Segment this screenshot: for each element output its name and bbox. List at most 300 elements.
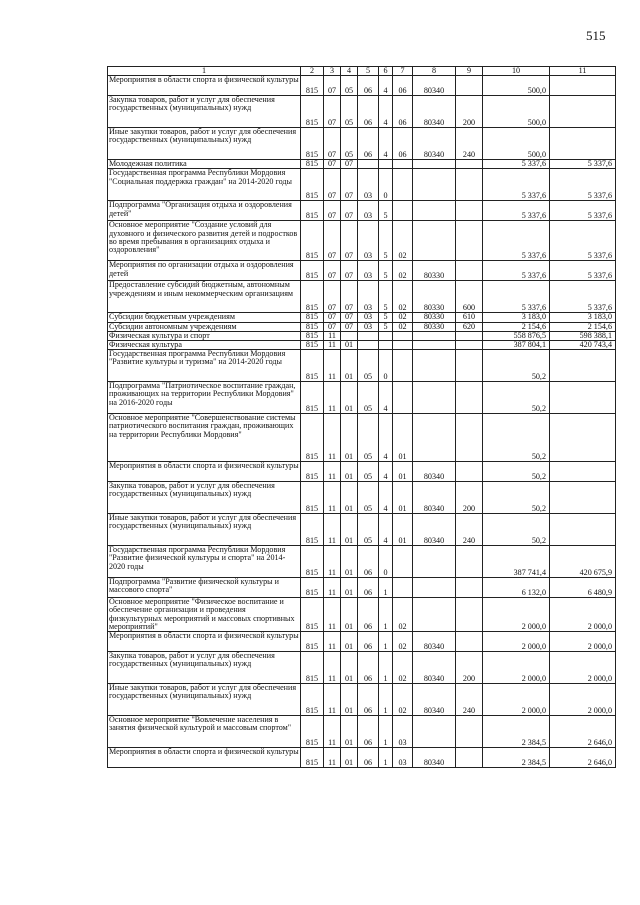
code-cell: 07 <box>324 322 341 331</box>
amount-cell: 2 000,0 <box>550 652 616 684</box>
code-cell <box>413 350 456 382</box>
code-cell: 11 <box>324 350 341 382</box>
code-cell: 815 <box>301 748 324 768</box>
code-cell: 06 <box>358 96 379 128</box>
code-cell: 4 <box>379 462 393 482</box>
code-cell: 80340 <box>413 632 456 652</box>
amount-cell: 5 337,6 <box>483 201 550 221</box>
table-row <box>108 201 616 221</box>
code-cell: 0 <box>379 546 393 578</box>
amount-cell: 2 154,6 <box>483 322 550 331</box>
code-cell: 07 <box>324 160 341 169</box>
table-row <box>108 322 616 331</box>
table-row <box>108 261 616 281</box>
code-cell <box>456 598 483 632</box>
code-cell: 07 <box>341 322 358 331</box>
code-cell: 07 <box>324 261 341 281</box>
code-cell: 1 <box>379 632 393 652</box>
amount-cell <box>550 96 616 128</box>
table-row <box>108 382 616 414</box>
code-cell: 80340 <box>413 462 456 482</box>
code-cell <box>413 598 456 632</box>
code-cell <box>413 716 456 748</box>
code-cell: 01 <box>341 716 358 748</box>
header-cell: 3 <box>324 67 341 76</box>
code-cell: 11 <box>324 341 341 350</box>
code-cell: 02 <box>393 313 413 322</box>
code-cell <box>393 382 413 414</box>
code-cell: 815 <box>301 96 324 128</box>
code-cell: 5 <box>379 201 393 221</box>
code-cell <box>341 331 358 340</box>
code-cell: 06 <box>393 96 413 128</box>
code-cell: 01 <box>341 462 358 482</box>
code-cell <box>393 331 413 340</box>
code-cell: 07 <box>324 96 341 128</box>
code-cell: 815 <box>301 578 324 598</box>
code-cell: 1 <box>379 652 393 684</box>
code-cell: 4 <box>379 514 393 546</box>
code-cell: 600 <box>456 281 483 313</box>
code-cell: 07 <box>324 169 341 201</box>
code-cell <box>456 546 483 578</box>
code-cell: 815 <box>301 341 324 350</box>
amount-cell: 2 384,5 <box>483 716 550 748</box>
code-cell: 200 <box>456 482 483 514</box>
amount-cell: 558 876,5 <box>483 331 550 340</box>
code-cell: 11 <box>324 578 341 598</box>
code-cell: 11 <box>324 652 341 684</box>
code-cell: 815 <box>301 652 324 684</box>
amount-cell: 500,0 <box>483 128 550 160</box>
code-cell: 4 <box>379 96 393 128</box>
code-cell: 4 <box>379 414 393 462</box>
code-cell: 06 <box>358 128 379 160</box>
code-cell <box>413 341 456 350</box>
code-cell <box>456 414 483 462</box>
code-cell <box>413 160 456 169</box>
code-cell <box>456 261 483 281</box>
row-name-cell: Мероприятия в области спорта и физической культуры <box>108 748 301 768</box>
code-cell: 815 <box>301 331 324 340</box>
code-cell: 01 <box>341 414 358 462</box>
code-cell: 03 <box>358 313 379 322</box>
code-cell: 80330 <box>413 322 456 331</box>
amount-cell: 420 675,9 <box>550 546 616 578</box>
code-cell <box>456 382 483 414</box>
row-name-cell: Мероприятия в области спорта и физической культуры <box>108 462 301 482</box>
code-cell: 07 <box>341 160 358 169</box>
code-cell <box>393 160 413 169</box>
amount-cell: 2 646,0 <box>550 748 616 768</box>
code-cell: 5 <box>379 221 393 261</box>
code-cell: 05 <box>358 482 379 514</box>
table-row <box>108 76 616 96</box>
code-cell: 5 <box>379 313 393 322</box>
code-cell: 02 <box>393 221 413 261</box>
code-cell: 0 <box>379 350 393 382</box>
code-cell: 03 <box>358 221 379 261</box>
code-cell <box>456 748 483 768</box>
code-cell: 80340 <box>413 748 456 768</box>
code-cell: 815 <box>301 201 324 221</box>
code-cell <box>456 160 483 169</box>
row-name-cell: Основное мероприятие "Совершенствование системы патриотического воспитания граждан, проживающих на территории Республики Мордовия" <box>108 414 301 462</box>
code-cell: 80330 <box>413 281 456 313</box>
code-cell: 02 <box>393 684 413 716</box>
header-cell: 5 <box>358 67 379 76</box>
code-cell: 06 <box>358 598 379 632</box>
amount-cell: 2 000,0 <box>550 598 616 632</box>
row-name-cell: Основное мероприятие "Вовлечение населения в занятия физической культурой и массовым спортом" <box>108 716 301 748</box>
code-cell: 11 <box>324 632 341 652</box>
amount-cell: 5 337,6 <box>550 169 616 201</box>
code-cell: 07 <box>341 281 358 313</box>
code-cell: 80330 <box>413 261 456 281</box>
code-cell <box>393 169 413 201</box>
code-cell: 01 <box>341 514 358 546</box>
amount-cell: 50,2 <box>483 350 550 382</box>
header-cell: 7 <box>393 67 413 76</box>
row-name-cell: Подпрограмма "Патриотическое воспитание граждан, проживающих на территории Республики Мордовия" на 2016-2020 годы <box>108 382 301 414</box>
code-cell: 06 <box>358 684 379 716</box>
row-name-cell: Государственная программа Республики Мордовия "Развитие физической культуры и спорта" на 2014-2020 годы <box>108 546 301 578</box>
code-cell: 07 <box>341 261 358 281</box>
code-cell <box>393 341 413 350</box>
table-row <box>108 546 616 578</box>
row-name-cell: Физическая культура <box>108 341 301 350</box>
code-cell <box>456 169 483 201</box>
amount-cell: 420 743,4 <box>550 341 616 350</box>
code-cell: 07 <box>341 201 358 221</box>
row-name-cell: Иные закупки товаров, работ и услуг для обеспечения государственных (муниципальных) нужд <box>108 514 301 546</box>
code-cell: 815 <box>301 313 324 322</box>
code-cell: 240 <box>456 514 483 546</box>
code-cell: 815 <box>301 632 324 652</box>
amount-cell: 6 480,9 <box>550 578 616 598</box>
code-cell: 815 <box>301 546 324 578</box>
code-cell: 06 <box>358 546 379 578</box>
amount-cell: 5 337,6 <box>550 261 616 281</box>
code-cell: 80330 <box>413 313 456 322</box>
header-cell: 6 <box>379 67 393 76</box>
code-cell <box>393 578 413 598</box>
code-cell: 02 <box>393 632 413 652</box>
table-row <box>108 313 616 322</box>
header-cell: 2 <box>301 67 324 76</box>
code-cell <box>456 221 483 261</box>
code-cell: 05 <box>358 462 379 482</box>
code-cell: 06 <box>358 578 379 598</box>
code-cell: 240 <box>456 128 483 160</box>
code-cell <box>379 160 393 169</box>
row-name-cell: Подпрограмма "Развитие физической культуры и массового спорта" <box>108 578 301 598</box>
amount-cell: 598 388,1 <box>550 331 616 340</box>
code-cell <box>413 201 456 221</box>
code-cell: 01 <box>341 482 358 514</box>
table-row <box>108 331 616 340</box>
code-cell: 03 <box>358 261 379 281</box>
amount-cell <box>550 414 616 462</box>
header-cell: 1 <box>108 67 301 76</box>
code-cell: 06 <box>393 76 413 96</box>
code-cell: 11 <box>324 414 341 462</box>
amount-cell: 5 337,6 <box>483 160 550 169</box>
code-cell: 1 <box>379 748 393 768</box>
amount-cell: 387 804,1 <box>483 341 550 350</box>
row-name-cell: Мероприятия в области спорта и физической культуры <box>108 76 301 96</box>
code-cell <box>393 350 413 382</box>
code-cell: 01 <box>341 341 358 350</box>
amount-cell: 50,2 <box>483 414 550 462</box>
amount-cell <box>550 482 616 514</box>
row-name-cell: Основное мероприятие "Создание условий для духовного и физического развития детей и подростков во время пребывания в организациях отдыха и оздоровления" <box>108 221 301 261</box>
code-cell: 815 <box>301 598 324 632</box>
code-cell <box>413 382 456 414</box>
table-row <box>108 160 616 169</box>
code-cell <box>413 221 456 261</box>
code-cell: 80340 <box>413 652 456 684</box>
code-cell: 240 <box>456 684 483 716</box>
code-cell <box>413 169 456 201</box>
code-cell: 815 <box>301 281 324 313</box>
amount-cell: 3 183,0 <box>550 313 616 322</box>
table-row <box>108 350 616 382</box>
code-cell: 03 <box>393 748 413 768</box>
amount-cell: 50,2 <box>483 482 550 514</box>
code-cell: 01 <box>341 598 358 632</box>
code-cell: 07 <box>324 221 341 261</box>
code-cell: 815 <box>301 382 324 414</box>
code-cell: 07 <box>341 313 358 322</box>
code-cell: 200 <box>456 652 483 684</box>
code-cell: 80340 <box>413 514 456 546</box>
amount-cell: 50,2 <box>483 382 550 414</box>
amount-cell <box>550 382 616 414</box>
code-cell: 03 <box>358 169 379 201</box>
code-cell: 11 <box>324 482 341 514</box>
code-cell: 0 <box>379 169 393 201</box>
row-name-cell: Субсидии бюджетным учреждениям <box>108 313 301 322</box>
amount-cell: 5 337,6 <box>550 201 616 221</box>
table-row <box>108 598 616 632</box>
page-number: 515 <box>586 28 606 43</box>
code-cell: 05 <box>341 76 358 96</box>
code-cell: 02 <box>393 261 413 281</box>
code-cell: 05 <box>341 128 358 160</box>
amount-cell: 2 000,0 <box>483 684 550 716</box>
code-cell <box>456 76 483 96</box>
table-row <box>108 482 616 514</box>
code-cell: 815 <box>301 414 324 462</box>
code-cell: 01 <box>393 414 413 462</box>
table-row <box>108 684 616 716</box>
code-cell: 01 <box>341 632 358 652</box>
amount-cell: 50,2 <box>483 462 550 482</box>
row-name-cell: Государственная программа Республики Мордовия "Развитие культуры и туризма" на 2014-2020 годы <box>108 350 301 382</box>
amount-cell: 3 183,0 <box>483 313 550 322</box>
code-cell: 815 <box>301 482 324 514</box>
code-cell: 07 <box>324 76 341 96</box>
header-cell: 4 <box>341 67 358 76</box>
code-cell: 11 <box>324 748 341 768</box>
code-cell: 06 <box>358 632 379 652</box>
row-name-cell: Физическая культура и спорт <box>108 331 301 340</box>
code-cell: 07 <box>324 201 341 221</box>
code-cell <box>456 201 483 221</box>
table-header-row <box>108 67 616 76</box>
code-cell: 1 <box>379 598 393 632</box>
code-cell: 07 <box>324 281 341 313</box>
row-name-cell: Основное мероприятие "Физическое воспитание и обеспечение организации и проведения физкультурных мероприятий и массовых спортивных мероприятий" <box>108 598 301 632</box>
code-cell <box>393 546 413 578</box>
row-name-cell: Мероприятия по организации отдыха и оздоровления детей <box>108 261 301 281</box>
amount-cell: 50,2 <box>483 514 550 546</box>
table-row <box>108 414 616 462</box>
code-cell: 01 <box>341 684 358 716</box>
table-row <box>108 578 616 598</box>
amount-cell <box>550 350 616 382</box>
code-cell <box>413 331 456 340</box>
code-cell <box>393 201 413 221</box>
row-name-cell: Закупка товаров, работ и услуг для обеспечения государственных (муниципальных) нужд <box>108 652 301 684</box>
code-cell: 07 <box>324 313 341 322</box>
amount-cell: 5 337,6 <box>483 221 550 261</box>
code-cell: 07 <box>341 221 358 261</box>
code-cell: 01 <box>341 578 358 598</box>
amount-cell: 5 337,6 <box>550 160 616 169</box>
code-cell <box>413 546 456 578</box>
code-cell: 4 <box>379 382 393 414</box>
amount-cell: 2 000,0 <box>483 598 550 632</box>
code-cell: 815 <box>301 322 324 331</box>
code-cell <box>413 414 456 462</box>
table-row <box>108 514 616 546</box>
code-cell: 815 <box>301 462 324 482</box>
code-cell: 815 <box>301 514 324 546</box>
code-cell <box>456 331 483 340</box>
amount-cell: 2 000,0 <box>483 652 550 684</box>
amount-cell: 5 337,6 <box>550 221 616 261</box>
code-cell: 815 <box>301 169 324 201</box>
code-cell <box>456 462 483 482</box>
code-cell: 1 <box>379 578 393 598</box>
code-cell: 01 <box>393 514 413 546</box>
amount-cell: 2 384,5 <box>483 748 550 768</box>
code-cell <box>456 341 483 350</box>
code-cell: 01 <box>341 350 358 382</box>
table-row <box>108 462 616 482</box>
table-row <box>108 128 616 160</box>
table-row <box>108 632 616 652</box>
header-cell: 9 <box>456 67 483 76</box>
code-cell: 5 <box>379 261 393 281</box>
row-name-cell: Мероприятия в области спорта и физической культуры <box>108 632 301 652</box>
code-cell: 815 <box>301 684 324 716</box>
code-cell: 80340 <box>413 482 456 514</box>
code-cell: 06 <box>358 652 379 684</box>
code-cell: 01 <box>341 382 358 414</box>
code-cell: 02 <box>393 281 413 313</box>
code-cell: 11 <box>324 546 341 578</box>
amount-cell <box>550 76 616 96</box>
code-cell: 4 <box>379 482 393 514</box>
code-cell: 80340 <box>413 76 456 96</box>
code-cell: 4 <box>379 76 393 96</box>
amount-cell: 500,0 <box>483 76 550 96</box>
code-cell: 02 <box>393 598 413 632</box>
code-cell: 1 <box>379 684 393 716</box>
code-cell: 05 <box>358 414 379 462</box>
code-cell: 03 <box>358 281 379 313</box>
row-name-cell: Закупка товаров, работ и услуг для обеспечения государственных (муниципальных) нужд <box>108 96 301 128</box>
code-cell: 5 <box>379 322 393 331</box>
row-name-cell: Государственная программа Республики Мордовия "Социальная поддержка граждан" на 2014-2020 годы <box>108 169 301 201</box>
code-cell: 02 <box>393 322 413 331</box>
code-cell: 815 <box>301 221 324 261</box>
amount-cell: 6 132,0 <box>483 578 550 598</box>
table-row <box>108 716 616 748</box>
row-name-cell: Субсидии автономным учреждениям <box>108 322 301 331</box>
table-row <box>108 341 616 350</box>
table-row <box>108 221 616 261</box>
code-cell: 815 <box>301 128 324 160</box>
code-cell: 5 <box>379 281 393 313</box>
code-cell: 1 <box>379 716 393 748</box>
table-row <box>108 96 616 128</box>
code-cell <box>456 350 483 382</box>
code-cell: 11 <box>324 331 341 340</box>
amount-cell: 2 000,0 <box>483 632 550 652</box>
row-name-cell: Предоставление субсидий бюджетным, автономным учреждениям и иным некоммерческим организациям <box>108 281 301 313</box>
code-cell: 80340 <box>413 96 456 128</box>
code-cell: 07 <box>341 169 358 201</box>
code-cell: 80340 <box>413 128 456 160</box>
header-cell: 10 <box>483 67 550 76</box>
table-row <box>108 748 616 768</box>
header-cell: 11 <box>550 67 616 76</box>
amount-cell: 2 000,0 <box>550 632 616 652</box>
code-cell: 11 <box>324 462 341 482</box>
amount-cell: 387 741,4 <box>483 546 550 578</box>
code-cell: 05 <box>358 514 379 546</box>
table-row <box>108 652 616 684</box>
code-cell: 05 <box>358 382 379 414</box>
code-cell: 815 <box>301 160 324 169</box>
code-cell: 80340 <box>413 684 456 716</box>
code-cell: 06 <box>393 128 413 160</box>
code-cell <box>358 160 379 169</box>
code-cell <box>456 578 483 598</box>
code-cell <box>379 331 393 340</box>
code-cell: 815 <box>301 350 324 382</box>
code-cell: 07 <box>324 128 341 160</box>
table-row <box>108 281 616 313</box>
code-cell <box>379 341 393 350</box>
amount-cell: 5 337,6 <box>550 281 616 313</box>
amount-cell <box>550 462 616 482</box>
amount-cell: 5 337,6 <box>483 281 550 313</box>
code-cell: 03 <box>393 716 413 748</box>
amount-cell: 2 154,6 <box>550 322 616 331</box>
amount-cell: 2 000,0 <box>550 684 616 716</box>
code-cell: 01 <box>393 462 413 482</box>
budget-table <box>107 66 616 768</box>
code-cell: 815 <box>301 261 324 281</box>
code-cell: 01 <box>393 482 413 514</box>
row-name-cell: Иные закупки товаров, работ и услуг для обеспечения государственных (муниципальных) нужд <box>108 128 301 160</box>
code-cell: 11 <box>324 514 341 546</box>
